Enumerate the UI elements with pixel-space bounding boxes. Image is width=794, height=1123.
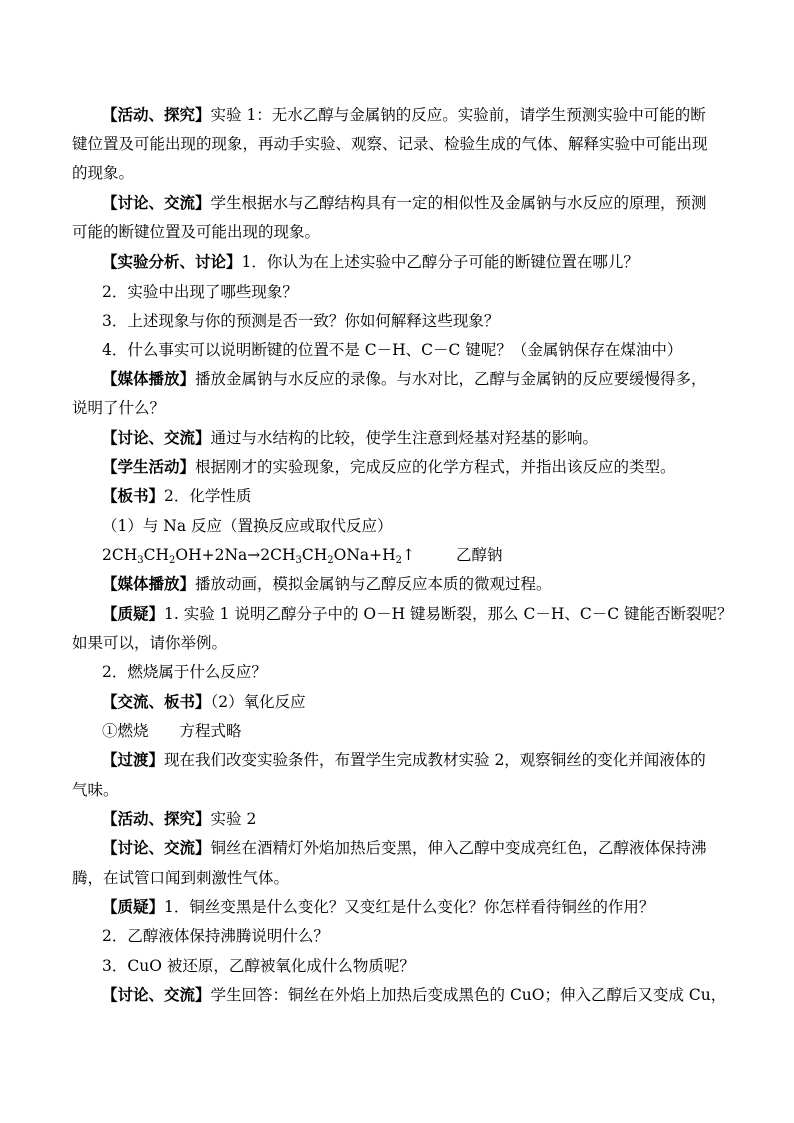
paragraph-line bbox=[102, 838, 707, 858]
paragraph-text: 1．你认为在上述实验中乙醇分子可能的断键位置在哪儿？ bbox=[241, 253, 639, 271]
paragraph-text: 实验 1：无水乙醇与金属钠的反应。实验前，请学生预测实验中可能的断 bbox=[210, 106, 706, 124]
section-tag: 【学生活动】 bbox=[102, 457, 196, 476]
paragraph-line: 可能的断键位置及可能出现的现象。 bbox=[72, 223, 321, 241]
paragraph-line bbox=[102, 750, 706, 770]
paragraph-line: 3．CuO 被还原，乙醇被氧化成什么物质呢？ bbox=[102, 957, 415, 975]
paragraph-line bbox=[102, 692, 306, 712]
paragraph-text: 1．铜丝变黑是什么变化？又变红是什么变化？你怎样看待铜丝的作用？ bbox=[164, 898, 655, 916]
section-tag: 【板书】 bbox=[102, 486, 165, 505]
section-tag: 【讨论、交流】 bbox=[102, 193, 211, 212]
section-tag: 【媒体播放】 bbox=[102, 369, 196, 388]
paragraph-text: 现在我们改变实验条件，布置学生完成教材实验 2，观察铜丝的变化并闻液体的 bbox=[164, 751, 706, 769]
paragraph-text: 播放动画，模拟金属钠与乙醇反应本质的微观过程。 bbox=[195, 575, 552, 593]
paragraph-text: 铜丝在酒精灯外焰加热后变黑，伸入乙醇中变成亮红色，乙醇液体保持沸 bbox=[210, 839, 707, 857]
paragraph-text: 根据刚才的实验现象，完成反应的化学方程式，并指出该反应的类型。 bbox=[195, 458, 676, 476]
paragraph-line: 2．实验中出现了哪些现象？ bbox=[102, 283, 298, 301]
paragraph-text: （2）氧化反应 bbox=[210, 693, 306, 711]
paragraph-line: 的现象。 bbox=[72, 164, 135, 182]
paragraph-text: 学生根据水与乙醇结构具有一定的相似性及金属钠与水反应的原理，预测 bbox=[210, 194, 707, 212]
section-tag: 【实验分析、讨论】 bbox=[102, 252, 242, 271]
section-tag: 【讨论、交流】 bbox=[102, 985, 211, 1004]
paragraph-line: 腾，在试管口闻到刺激性气体。 bbox=[72, 869, 290, 887]
section-tag: 【活动、探究】 bbox=[102, 105, 211, 124]
section-tag: 【讨论、交流】 bbox=[102, 428, 211, 447]
product-name: 乙醇钠 bbox=[456, 546, 503, 564]
paragraph-line: 说明了什么？ bbox=[72, 399, 166, 417]
paragraph-text: 1. 实验 1 说明乙醇分子中的 O－H 键易断裂，那么 C－H、C－C 键能否断裂呢？ bbox=[164, 605, 733, 623]
section-tag: 【讨论、交流】 bbox=[102, 838, 211, 857]
paragraph-line bbox=[102, 252, 639, 272]
paragraph-line: 3．上述现象与你的预测是否一致？你如何解释这些现象？ bbox=[102, 312, 500, 330]
paragraph-line bbox=[102, 457, 676, 477]
paragraph-text: 2．化学性质 bbox=[164, 487, 252, 505]
paragraph-line: 键位置及可能出现的现象，再动手实验、观察、记录、检验生成的气体、解释实验中可能出现 bbox=[72, 135, 708, 153]
section-tag: 【质疑】 bbox=[102, 897, 165, 916]
paragraph-line bbox=[102, 369, 707, 389]
paragraph-line bbox=[102, 486, 251, 506]
paragraph-line bbox=[102, 105, 706, 125]
paragraph-text: 学生回答：铜丝在外焰上加热后变成黑色的 CuO；伸入乙醇后又变成 Cu， bbox=[210, 986, 727, 1004]
paragraph-line bbox=[102, 604, 732, 624]
paragraph-line bbox=[102, 574, 552, 594]
paragraph-line: （1）与 Na 反应（置换反应或取代反应） bbox=[102, 517, 393, 535]
paragraph-line: ①燃烧 方程式略 bbox=[102, 722, 242, 740]
paragraph-line bbox=[102, 985, 726, 1005]
paragraph-line: 4．什么事实可以说明断键的位置不是 C－H、C－C 键呢？（金属钠保存在煤油中） bbox=[102, 341, 683, 359]
section-tag: 【过渡】 bbox=[102, 750, 165, 769]
paragraph-text: 实验 2 bbox=[210, 810, 257, 828]
paragraph-line: 气味。 bbox=[72, 781, 119, 799]
paragraph-line: 2．燃烧属于什么反应？ bbox=[102, 663, 267, 681]
section-tag: 【交流、板书】 bbox=[102, 692, 211, 711]
paragraph-text: 通过与水结构的比较，使学生注意到烃基对羟基的影响。 bbox=[210, 429, 599, 447]
section-tag: 【活动、探究】 bbox=[102, 809, 211, 828]
paragraph-line: 如果可以，请你举例。 bbox=[72, 634, 228, 652]
section-tag: 【质疑】 bbox=[102, 604, 165, 623]
paragraph-line bbox=[102, 193, 707, 213]
paragraph-line bbox=[102, 897, 654, 917]
paragraph-text: 播放金属钠与水反应的录像。与水对比，乙醇与金属钠的反应要缓慢得多， bbox=[195, 370, 707, 388]
paragraph-line bbox=[102, 428, 598, 448]
paragraph-line bbox=[102, 809, 256, 829]
paragraph-line: 2．乙醇液体保持沸腾说明什么？ bbox=[102, 927, 329, 945]
chemical-equation: $2CH_3CH_2OH+2Na\to 2CH_3CH_2ONa+H_2↑$ bbox=[102, 546, 416, 566]
section-tag: 【媒体播放】 bbox=[102, 574, 196, 593]
